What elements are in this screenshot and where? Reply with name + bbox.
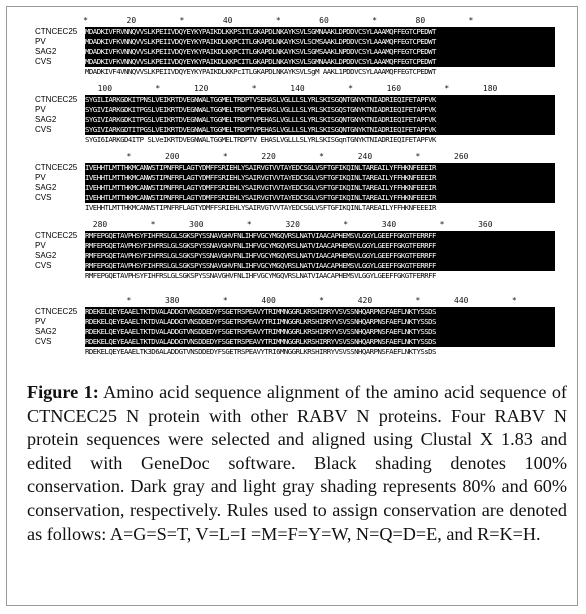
sequence-name: PV [35, 105, 46, 114]
sequence-row [35, 241, 555, 251]
sequence-name: CVS [35, 57, 52, 66]
sequence-residues: MDADKIVFKVNNQVVSLKPEIIVDQYEYKYPAIKDLKKPCITLGKAPDLNKAYKSVLSGMSAAKLNPDDVCSYLAAAMQFFEGTCPEDWT [85, 47, 555, 57]
consensus-spacer [35, 67, 85, 77]
consensus-spacer [35, 271, 85, 281]
sequence-row [35, 307, 555, 317]
sequence-row [35, 57, 555, 67]
sequence-name: PV [35, 173, 46, 182]
sequence-row [35, 261, 555, 271]
sequence-residues: RDEKELQEYEAAELTKTDVALADDGTVNSDDEDYFSGETRSPEAVYTRIMMNGGRLKRSHIRRYVSVSSNHQARPNSFAEFLNKTYSSDS [85, 307, 555, 317]
consensus-residues: MDADKIVF4VNNQVVSLKPEIIVDQYEYKYPAIKDLKKPcITLGKAPDLNKAYKSVLSgM AAKL1PDDVCSYLAAAMQFFEGTCPEDWT [85, 67, 555, 77]
sequence-name: PV [35, 317, 46, 326]
alignment-block-5 [35, 295, 555, 357]
sequence-residues: MDADKIVFRVNNQVVSLKPEIIVDQYEYKYPAIKDLKKPSITLGKAPDLNKAYKSVLSGMNAAKLDPDDVCSYLAAAMQFFEGTCPEDWT [85, 27, 555, 37]
consensus-residues: SYGI6IARKGD4ITP SLVeIKRTDVEGNWALTGGMELTRDPTV EHASLVGLLLSLYRLSKISGqnTGNYKTNIADRIEQIFETAPFVK [85, 135, 555, 145]
sequence-residues: RMFEPGQETAVPHSYFIHFRSLGLSGKSPYSSNAVGHVFNLIHFVGCYMGQVRSLNATVIAACAPHEMSVLGGYLGEEFFGKGTFERRFF [85, 241, 555, 251]
sequence-residues: SYGIVIARKGDTITPGSLVEIKRTDVEGNWALTGGMELTRDPTVPEHASLVGLLLSLYRLSKISGQNTGNYKTNIADRIEQIFETAPFVK [85, 125, 555, 135]
position-ruler: * 200 * 220 * 240 * 260 [35, 152, 469, 161]
sequence-residues: RMFEPGQETAVPHSYFIHFRSLGLSGKSPYSSNAVGHVFNLIHFVGCYMGQVRSLNATVIAACAPHEMSVLGGYLGEEFFGKGTFERRFF [85, 261, 555, 271]
sequence-residues: RDEKELQEYEAAELTKTDVALADDGTVNSDDEDYFSGETRSPEAVYTRIIMNGGRLKRSHIRRYVSVSSNHQARPNSFAEFLNKTYSSDS [85, 317, 555, 327]
sequence-residues: SYGIVIARKGDKITPGSLVEIKRTDVEGNWALTGGMELTRDPTVPEHASLVGLLLSLYRLSKISGQNTGNYKTNIADRIEQIFETAPFVK [85, 115, 555, 125]
sequence-name: SAG2 [35, 251, 57, 260]
sequence-name: CVS [35, 337, 52, 346]
sequence-residues: SYGIVIARKGDKITPGSLVEIKRTDVEGNWALTGGMELTRDPTVPEHASLVGLLLSLYRLSKISGQSTGNYKTNIADRIEQIFETAPFVK [85, 105, 555, 115]
consensus-residues: RMFEPGQETAVPHSYFIHFRSLGLSGKSPYSSNAVGHVFNLIHFVGCYMGQVRSLNATVIAACAPHEMSVLGGYLGEEFFGKGTFERRFF [85, 271, 555, 281]
sequence-name: CTNCEC25 [35, 231, 78, 240]
consensus-row [35, 271, 555, 281]
sequence-row [35, 105, 555, 115]
sequence-row [35, 115, 555, 125]
sequence-residues: SYGILIARKGDKITPNSLVEIKRTDVEGNWALTGGMELTRDPTVSEHASLVGLLLSLYRLSKISGQNTGNYKTNIADRIEQIFETAPFVK [85, 95, 555, 105]
sequence-row [35, 337, 555, 347]
alignment-block-4 [35, 219, 555, 281]
sequence-name: CVS [35, 125, 52, 134]
position-ruler: 280 * 300 * 320 * 340 * 360 [35, 220, 493, 229]
sequence-residues: MDADKIVFKVNNQVVSLKPEIIVDQYEYKYPAIKDLKKPCITLGKAPDLNKAYKSVLSCMSAAKLDPDDVCSYLAAAMQFFEGTCPEDWT [85, 37, 555, 47]
sequence-residues: IVEHHTLMTTHKMCANWSTIPNFRFLAGTYDMFFSRIEHLYSAIRVGTVVTAYEDCSGLVSFTGFIKQINLTAREAILYFFHKNFEEEIR [85, 183, 555, 193]
sequence-name: CTNCEC25 [35, 27, 78, 36]
sequence-residues: RMFEPGQETAVPHSYFIHFRSLGLSGKSPYSSNAVGHVFNLIHFVGCYMGQVRSLNATVIAACAPHEMSVLGGYLGEEFFGKGTFERRFF [85, 231, 555, 241]
sequence-name: CVS [35, 193, 52, 202]
caption-label: Figure 1: [27, 382, 99, 402]
sequence-name: SAG2 [35, 115, 57, 124]
sequence-residues: RDEKELQEYEAAELTKTDVALADDGTVNSDDEDYFSGETRSPEAVYTRIMMNGGRLKRSHIRRYVSVSSNHQARPNSFAEFLNKTYSSDS [85, 327, 555, 337]
sequence-name: CVS [35, 261, 52, 270]
sequence-name: CTNCEC25 [35, 95, 78, 104]
figure-caption [27, 381, 567, 546]
sequence-name: PV [35, 241, 46, 250]
sequence-name: SAG2 [35, 183, 57, 192]
sequence-name: SAG2 [35, 327, 57, 336]
consensus-residues: IVEHHTLMTTHKMCANWSTIPNFRFLAGTYDMFFSRIEHLYSAIRVGTVVTAYEDCSGLVSFTGFIKQINLTAREAILYFFHKNFEEEIR [85, 203, 555, 213]
position-ruler: 100 * 120 * 140 * 160 * 180 [35, 84, 498, 93]
alignment-block-2 [35, 83, 555, 145]
sequence-row [35, 163, 555, 173]
figure-frame [6, 6, 578, 606]
sequence-residues: IVEHHTLMTTHKMCANWSTIPNFRFLAGTYDMFFSRIEHLYSAIRVGTVVTAYEDCSGLVSFTGFIKQINLTAREAILYFFHKNFEEEIR [85, 193, 555, 203]
sequence-residues: MDADKIVFKVNNQVVSLKPEIIVDQYEYKYPAIKDLKKPCITLGKAPDLNKAYKSVLSGMNAAKLDPDDVCSYLAAAMQFFEGTCPEDWT [85, 57, 555, 67]
sequence-row [35, 125, 555, 135]
sequence-name: CTNCEC25 [35, 163, 78, 172]
caption-text: Amino acid sequence alignment of the amino acid sequence of CTNCEC25 N protein with other RABV N proteins. Four RABV N protein sequences were selected and aligned using Clustal X 1.83 and edited with GeneDoc software. Black shading denotes 100% conservation. Dark gray and light gray shading represents 80% and 60% conservation, respectively. Rules used to assign conservation are denoted as follows: A=G=S=T, V=L=I =M=F=Y=W, N=Q=D=E, and R=K=H. [27, 382, 567, 544]
sequence-residues: IVEHHTLMTTHKMCANWSTIPNFRFLAGTYDMFFSRIEHLYSAIRVGTVVTAYEDCSGLVSFTGFIKQINLTAREAILYFFHKNFEEEIR [85, 173, 555, 183]
position-ruler: * 380 * 400 * 420 * 440 * [35, 296, 517, 305]
sequence-row [35, 183, 555, 193]
sequence-row [35, 47, 555, 57]
sequence-row [35, 231, 555, 241]
sequence-residues: RMFEPGQETAVPHSYFIHFRSLGLSGKSPYSSNAVGHVFNLIHFVGCYMGQVRSLNATVIAACAPHEMSVLGGYLGEEFFGKGTFERRFF [85, 251, 555, 261]
consensus-row [35, 203, 555, 213]
consensus-spacer [35, 203, 85, 213]
sequence-row [35, 37, 555, 47]
sequence-row [35, 193, 555, 203]
position-ruler: * 20 * 40 * 60 * 80 * [35, 16, 474, 25]
sequence-residues: RDEKELQEYEAAELTKTDVALADDGTVNSDDEDYFSGETRSPEAVYTRIMMNGGRLKRSHIRRYVSVSSNHQARPNSFAEFLNKTYSSDS [85, 337, 555, 347]
sequence-row [35, 173, 555, 183]
consensus-row [35, 67, 555, 77]
sequence-row [35, 95, 555, 105]
consensus-spacer [35, 347, 85, 357]
consensus-residues: RDEKELQEYEAAELTK3D6ALADDGTVNSDDEDYFSGETRSPEAVYTRI6MNGGRLKRSHIRRYVSVSSNHQARPNSFAEFLNKTYSsDS [85, 347, 555, 357]
sequence-row [35, 327, 555, 337]
sequence-name: PV [35, 37, 46, 46]
alignment-block-1 [35, 15, 555, 77]
sequence-row [35, 317, 555, 327]
sequence-row [35, 251, 555, 261]
sequence-name: CTNCEC25 [35, 307, 78, 316]
consensus-row [35, 135, 555, 145]
sequence-name: SAG2 [35, 47, 57, 56]
sequence-residues: IVEHHTLMTTHKMCANWSTIPNFRFLAGTYDMFFSRIEHLYSAIRVGTVVTAYEDCSGLVSFTGFIKQINLTAREAILYFFHKNFEEEIR [85, 163, 555, 173]
sequence-row [35, 27, 555, 37]
alignment-block-3 [35, 151, 555, 213]
consensus-row [35, 347, 555, 357]
consensus-spacer [35, 135, 85, 145]
